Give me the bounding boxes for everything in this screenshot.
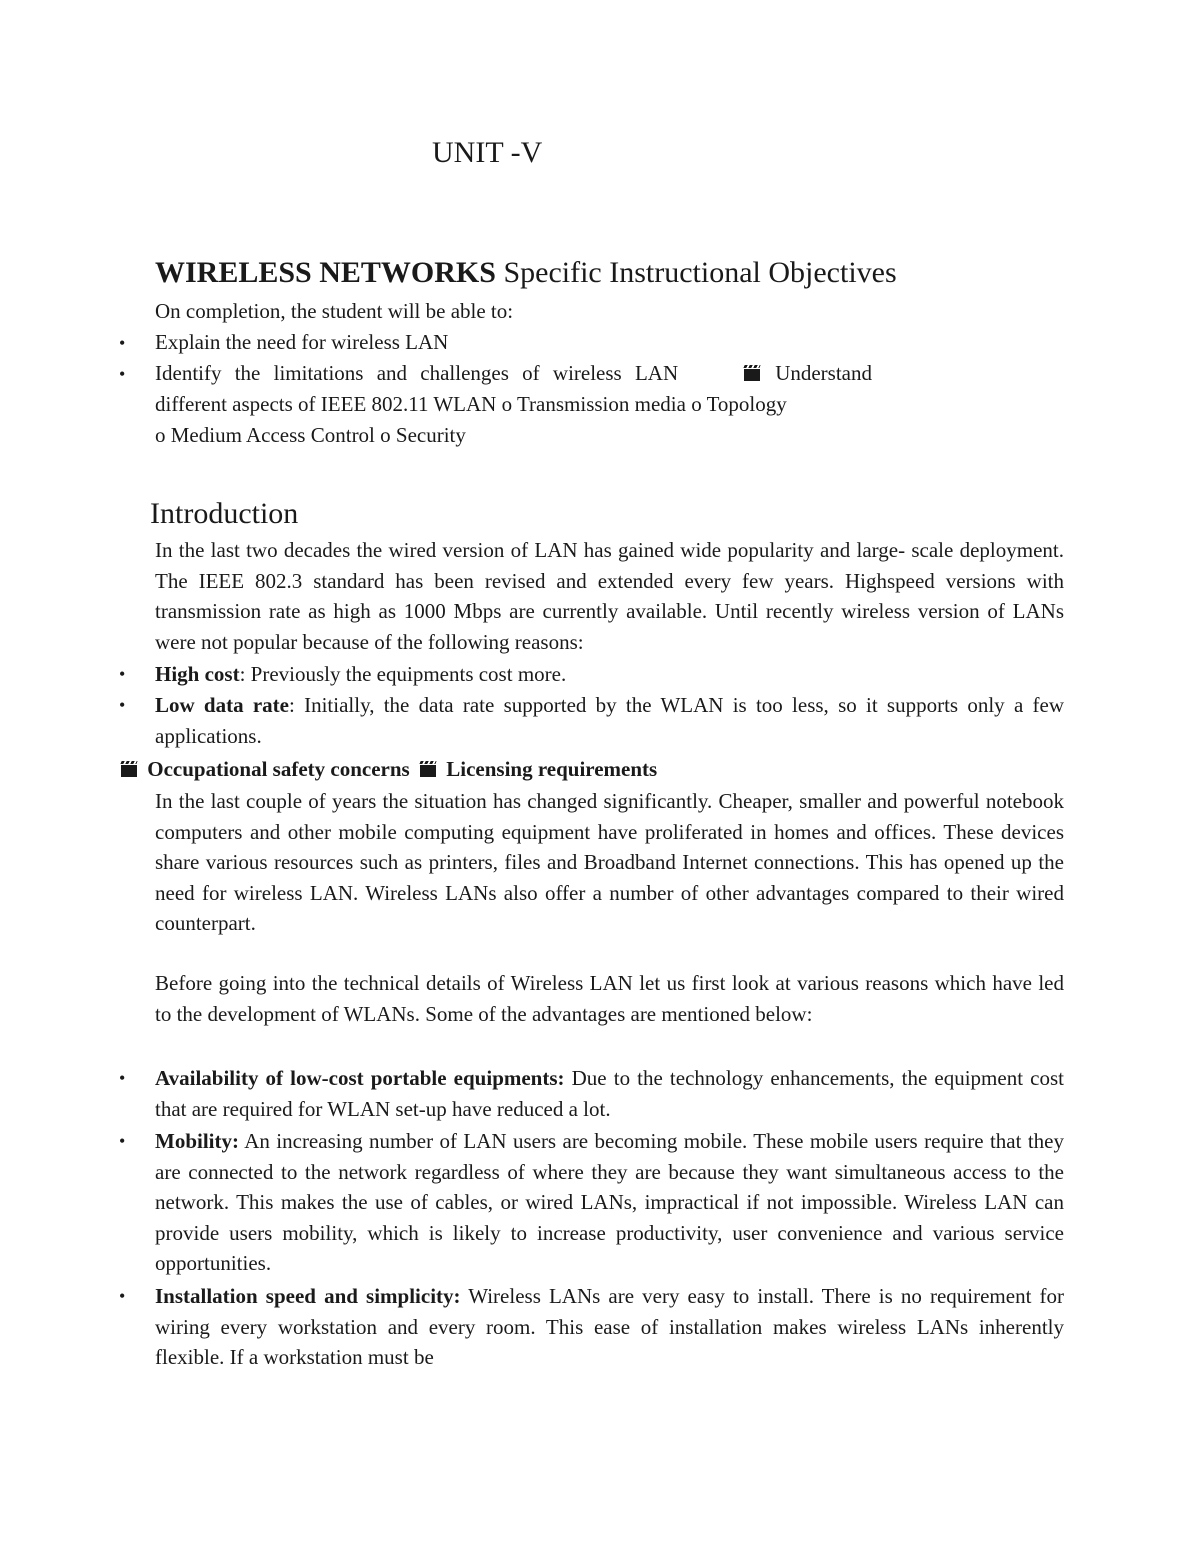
advantage-text: Due to the technology enhancements, the equipment cost that are required for WLAN set-up have reduced a lot.: [155, 1066, 1064, 1121]
intro-paragraph-2: In the last couple of years the situation has changed significantly. Cheaper, smaller and powerful notebook computers and other mobile computing equipment have proliferated in homes and offices. These devices share various resources such as printers, files and Broadband Internet connections. This has opened up the need for wireless LAN. Wireless LANs also offer a number of other advantages compared to their wired counterpart.: [155, 789, 1064, 935]
wingding-bullet-icon: [120, 761, 138, 777]
advantage-text: An increasing number of LAN users are becoming mobile. These mobile users require that they are connected to the network regardless of where they are because they want simultaneous access to the network. This makes the use of cables, or wired LANs, impractical if not impossible. Wireless LAN can provide users mobility, which is likely to increase productivity, user convenience and various service opportunities.: [155, 1129, 1064, 1275]
objective-item-2: [155, 358, 872, 388]
bullet-marker: •: [119, 1068, 126, 1088]
advantage-text: Wireless LANs are very easy to install. There is no requirement for wiring every workstation and every room. This ease of installation makes wireless LANs inherently flexible. If a workstation must be: [155, 1284, 1064, 1369]
bullet-marker: •: [119, 364, 126, 384]
objective-item-1: Explain the need for wireless LAN: [155, 330, 449, 354]
objective-item-2-understand: Understand: [775, 361, 872, 385]
advantage-term: Availability of low-cost portable equipments:: [155, 1066, 565, 1090]
advantage-mobility: [155, 1126, 1064, 1279]
reason-high-cost: [155, 659, 1064, 690]
objective-line-3: different aspects of IEEE 802.11 WLAN o Transmission media o Topology: [155, 392, 787, 416]
unit-title: UNIT -V: [432, 136, 543, 169]
section-heading: [155, 256, 897, 290]
wingding-bullet-icon: [419, 761, 437, 777]
advantage-term: Installation speed and simplicity:: [155, 1284, 461, 1308]
intro-paragraph-3: Before going into the technical details of Wireless LAN let us first look at various reasons which have led to the development of WLANs. Some of the advantages are mentioned below:: [155, 971, 1064, 1026]
reason-low-data-rate: [155, 690, 1064, 751]
reason-term: Low data rate: [155, 693, 289, 717]
bullet-marker: •: [119, 664, 126, 684]
bullet-marker: •: [119, 1286, 126, 1306]
bullet-marker: •: [119, 333, 126, 353]
objective-item-2-text: Identify the limitations and challenges of wireless LAN: [155, 361, 679, 385]
wingding-bullet-icon: [743, 365, 761, 381]
introduction-heading: Introduction: [150, 497, 299, 530]
advantage-term: Mobility:: [155, 1129, 239, 1153]
reason-text: : Previously the equipments cost more.: [239, 662, 567, 686]
advantage-installation: [155, 1281, 1064, 1373]
concern-occupational-safety: Occupational safety concerns: [147, 757, 410, 781]
objective-line-4: o Medium Access Control o Security: [155, 423, 466, 447]
bullet-marker: •: [119, 1131, 126, 1151]
intro-paragraph-1: In the last two decades the wired version of LAN has gained wide popularity and large- scale deployment. The IEEE 802.3 standard has been revised and extended every few years. Highspeed versions with transmission rate as high as 1000 Mbps are currently available. Until recently wireless version of LANs were not popular because of the following reasons:: [155, 538, 1064, 654]
concern-licensing: Licensing requirements: [446, 757, 658, 781]
objective-item-2-tail: [739, 358, 872, 388]
concerns-line: [116, 754, 657, 784]
objectives-lead: On completion, the student will be able to:: [155, 299, 514, 323]
bullet-marker: •: [119, 695, 126, 715]
section-heading-bold: WIRELESS NETWORKS: [155, 256, 496, 289]
advantage-low-cost: [155, 1063, 1064, 1124]
section-heading-rest: Specific Instructional Objectives: [495, 256, 897, 289]
reason-text: : Initially, the data rate supported by the WLAN is too less, so it supports only a few applications.: [155, 693, 1064, 748]
reason-term: High cost: [155, 662, 240, 686]
